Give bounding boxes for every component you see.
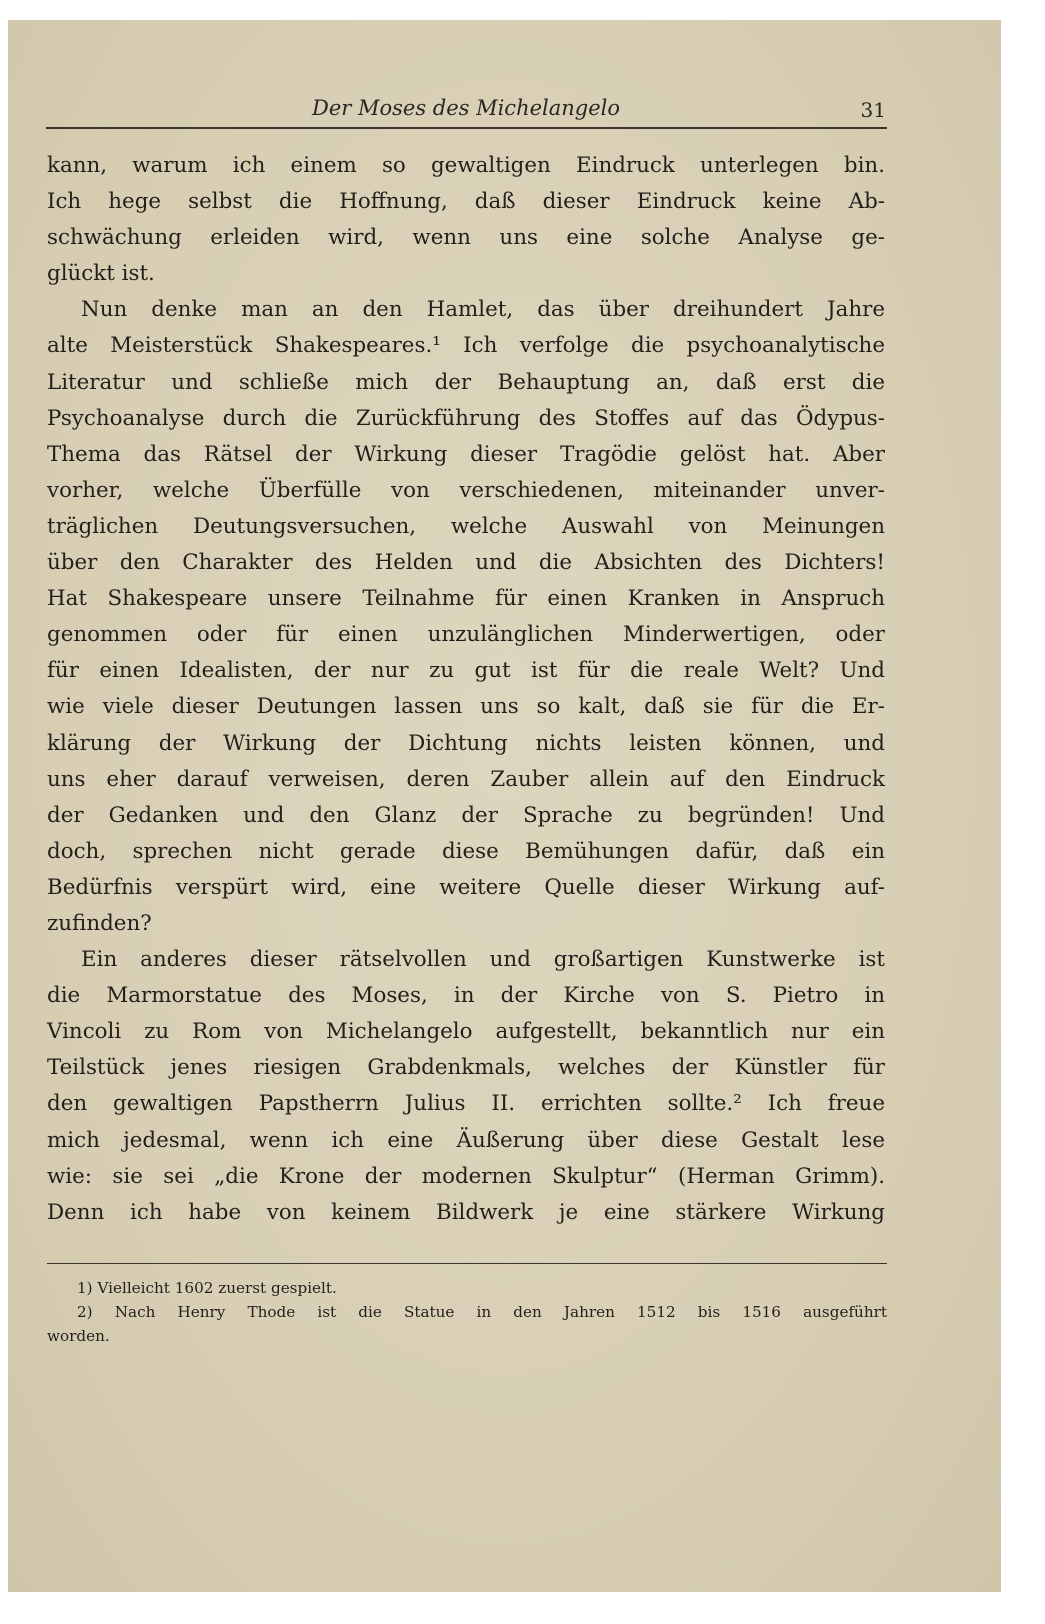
text-line: Denn ich habe von keinem Bildwerk je eine stärkere Wirkung — [47, 1199, 885, 1225]
text-line: Bedürfnis verspürt wird, eine weitere Quelle dieser Wirkung auf- — [47, 874, 885, 900]
footnote-rule — [47, 1263, 887, 1264]
text-line: Ich hege selbst die Hoffnung, daß dieser Eindruck keine Ab- — [47, 189, 885, 215]
text-line: für einen Idealisten, der nur zu gut ist für die reale Welt? Und — [47, 658, 885, 684]
text-line: Thema das Rätsel der Wirkung dieser Tragödie gelöst hat. Aber — [47, 441, 885, 467]
text-line: der Gedanken und den Glanz der Sprache zu begründen! Und — [47, 802, 885, 828]
text-line: Literatur und schließe mich der Behauptung an, daß erst die — [47, 369, 885, 395]
text-line: den gewaltigen Papstherrn Julius II. errichten sollte.² Ich freue — [47, 1091, 885, 1117]
footnote-2-continuation: worden. — [47, 1327, 110, 1345]
text-line: Nun denke man an den Hamlet, das über dreihundert Jahre — [81, 297, 885, 323]
text-line: Ein anderes dieser rätselvollen und großartigen Kunstwerke ist — [81, 947, 885, 973]
text-line: Teilstück jenes riesigen Grabdenkmals, welches der Künstler für — [47, 1055, 885, 1081]
body-text — [47, 148, 885, 1231]
header-rule — [46, 127, 887, 129]
text-line: zufinden? — [47, 910, 152, 936]
text-line: wie viele dieser Deutungen lassen uns so kalt, daß sie für die Er- — [47, 694, 885, 720]
text-line: schwächung erleiden wird, wenn uns eine solche Analyse ge- — [47, 225, 885, 251]
page-number: 31 — [860, 98, 886, 122]
text-line: genommen oder für einen unzulänglichen Minderwertigen, oder — [47, 622, 885, 648]
text-line: kann, warum ich einem so gewaltigen Eindruck unterlegen bin. — [47, 153, 885, 178]
text-line: uns eher darauf verweisen, deren Zauber allein auf den Eindruck — [47, 766, 885, 792]
text-line: Psychoanalyse durch die Zurückführung des Stoffes auf das Ödypus- — [47, 405, 885, 431]
footnote-1: 1) Vielleicht 1602 zuerst gespielt. — [77, 1279, 337, 1297]
text-line: Vincoli zu Rom von Michelangelo aufgestellt, bekanntlich nur ein — [47, 1019, 885, 1045]
text-line: wie: sie sei „die Krone der modernen Skulptur“ (Herman Grimm). — [47, 1163, 885, 1189]
footnotes — [47, 1276, 887, 1348]
text-line: vorher, welche Überfülle von verschiedenen, miteinander unver- — [47, 477, 885, 503]
text-line: doch, sprechen nicht gerade diese Bemühungen dafür, daß ein — [47, 838, 885, 864]
running-title: Der Moses des Michelangelo — [311, 96, 621, 120]
text-line: über den Charakter des Helden und die Absichten des Dichters! — [47, 550, 885, 576]
book-page — [8, 20, 1001, 1592]
paragraph-1 — [47, 148, 885, 292]
paragraph-2 — [47, 292, 885, 942]
text-line: träglichen Deutungsversuchen, welche Auswahl von Meinungen — [47, 513, 885, 539]
paragraph-3 — [47, 942, 885, 1231]
text-line: die Marmorstatue des Moses, in der Kirche von S. Pietro in — [47, 983, 885, 1009]
text-line: Hat Shakespeare unsere Teilnahme für einen Kranken in Anspruch — [47, 586, 885, 612]
text-line: klärung der Wirkung der Dichtung nichts leisten können, und — [47, 730, 885, 756]
footnote-2: 2) Nach Henry Thode ist die Statue in den Jahren 1512 bis 1516 ausgeführt — [77, 1303, 887, 1321]
page-header — [46, 96, 886, 128]
text-line: glückt ist. — [47, 261, 155, 287]
text-line: alte Meisterstück Shakespeares.¹ Ich verfolge die psychoanalytische — [47, 333, 885, 359]
text-line: mich jedesmal, wenn ich eine Äußerung über diese Gestalt lese — [47, 1127, 885, 1153]
